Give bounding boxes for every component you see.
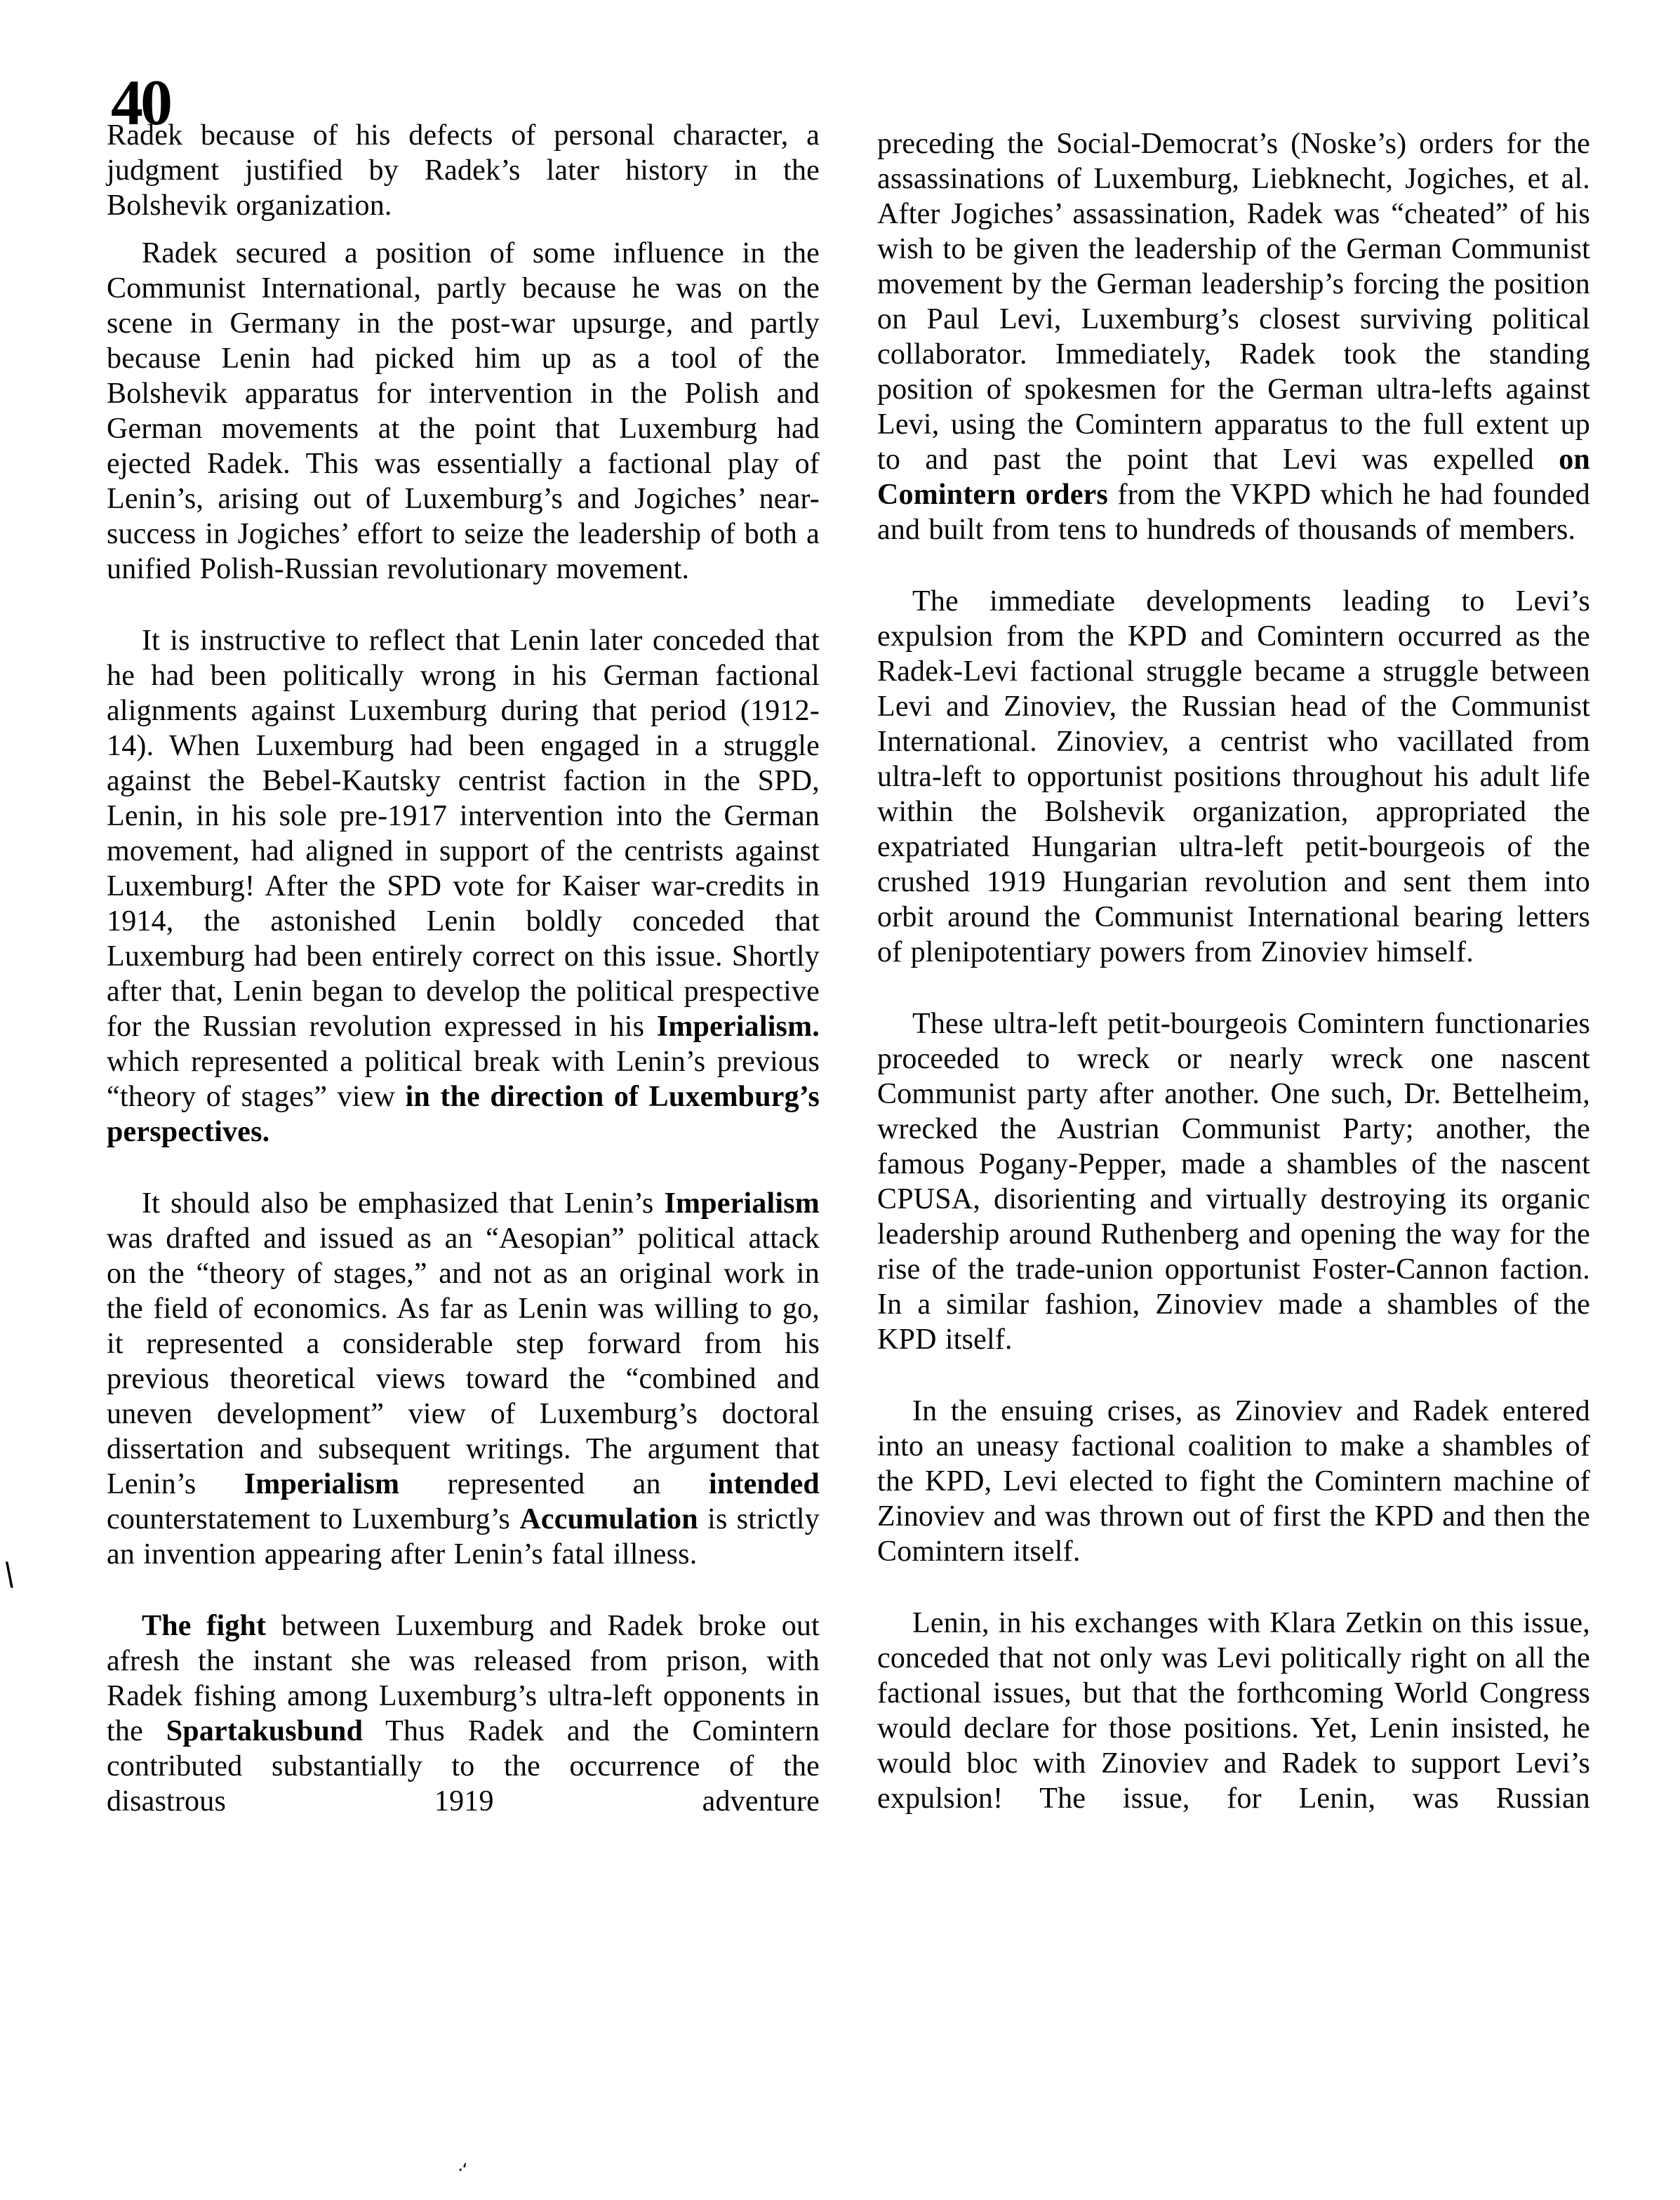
emphasis-text: in the direction of Luxemburg’s perspectives.	[107, 1081, 820, 1148]
emphasis-text: Imperialism.	[656, 1011, 820, 1043]
paragraph	[877, 1006, 1590, 1357]
body-text: It should also be emphasized that Lenin’s	[142, 1187, 665, 1220]
stray-scan-mark-backslash: \	[2, 1556, 17, 1593]
body-text: counterstatement to Luxemburg’s	[107, 1503, 520, 1535]
paragraph	[877, 1606, 1590, 1816]
body-text: from the VKPD which he had founded and built from tens to hundreds of thousands of members.	[877, 479, 1590, 546]
body-text: which represented a political break with Lenin’s previous “theory of stages” view	[107, 1046, 820, 1113]
right-text-column	[877, 126, 1590, 1816]
left-text-column	[107, 118, 820, 1819]
emphasis-text: Imperialism	[664, 1187, 820, 1220]
body-text: Radek secured a position of some influence in the Communist International, partly because he was on the scene in Germany in the post-war upsurge, and partly because Lenin had picked him up as a tool of the Bolshevik apparatus for intervention in the Polish and German movements at the point that Luxemburg had ejected Radek. This was essentially a factional play of Lenin’s, arising out of Luxemburg’s and Jogiches’ near-success in Jogiches’ effort to seize the leadership of both a unified Polish-Russian revolutionary movement.	[107, 237, 820, 585]
paragraph	[107, 623, 820, 1149]
body-text: between Luxemburg and Radek broke out afresh the instant she was released from prison, with Radek fishing among Luxemburg’s ultra-left opponents in the	[107, 1610, 820, 1747]
paragraph	[107, 236, 820, 587]
body-text: These ultra-left petit-bourgeois Comintern functionaries proceeded to wreck or nearly wreck one nascent Communist party after another. One such, Dr. Bettelheim, wrecked the Austrian Communist Party; another, the famous Pogany-Pepper, made a shambles of the nascent CPUSA, disorienting and virtually destroying its organic leadership around Ruthenberg and opening the way for the rise of the trade-union opportunist Foster-Cannon faction. In a similar fashion, Zinoviev made a shambles of the KPD itself.	[877, 1008, 1590, 1356]
paragraph	[107, 118, 820, 223]
body-text: represented an	[399, 1468, 709, 1500]
body-text: preceding the Social-Democrat’s (Noske’s) orders for the assassinations of Luxemburg, Liebknecht, Jogiches, et al. After Jogiches’ assassination, Radek was “cheated” of his wish to be given the leadership of the German Communist movement by the German leadership’s forcing the position on Paul Levi, Luxemburg’s closest surviving political collaborator. Immediately, Radek took the standing position of spokesmen for the German ultra-lefts against Levi, using the Comintern apparatus to the full extent up to and past the point that Levi was expelled	[877, 128, 1590, 476]
body-text: Lenin, in his exchanges with Klara Zetkin on this issue, conceded that not only was Levi politically right on all the factional issues, but that the forthcoming World Congress would declare for those positions. Yet, Lenin insisted, he would bloc with Zinoviev and Radek to support Levi’s expulsion! The issue, for Lenin, was Russian	[877, 1607, 1590, 1815]
stray-scan-mark-dots: ·ʻ	[458, 2160, 467, 2181]
body-text: It is instructive to reflect that Lenin later conceded that he had been politically wrong in his German factional alignments against Luxemburg during that period (1912-14). When Luxemburg had been engaged in a struggle against the Bebel-Kautsky centrist faction in the SPD, Lenin, in his sole pre-1917 intervention into the German movement, had aligned in support of the centrists against Luxemburg! After the SPD vote for Kaiser war-credits in 1914, the astonished Lenin boldly conceded that Luxemburg had been entirely correct on this issue. Shortly after that, Lenin began to develop the political prespective for the Russian revolution expressed in his	[107, 625, 820, 1043]
paragraph	[877, 126, 1590, 547]
page-number: 40	[111, 67, 170, 138]
body-text: The immediate developments leading to Levi’s expulsion from the KPD and Comintern occurred as the Radek-Levi factional struggle became a struggle between Levi and Zinoviev, the Russian head of the Communist International. Zinoviev, a centrist who vacillated from ultra-left to opportunist positions throughout his adult life within the Bolshevik organization, appropriated the expatriated Hungarian ultra-left petit-bourgeois of the crushed 1919 Hungarian revolution and sent them into orbit around the Communist International bearing letters of plenipotentiary powers from Zinoviev himself.	[877, 585, 1590, 968]
paragraph	[107, 1608, 820, 1819]
emphasis-text: Imperialism	[244, 1468, 400, 1500]
body-text: In the ensuing crises, as Zinoviev and Radek entered into an uneasy factional coalition to make a shambles of the KPD, Levi elected to fight the Comintern machine of Zinoviev and was thrown out of first the KPD and then the Comintern itself.	[877, 1395, 1590, 1568]
body-text: Thus Radek and the Comintern contributed substantially to the occurrence of the disastrous 1919 adventure	[107, 1715, 820, 1818]
paragraph	[877, 1394, 1590, 1569]
emphasis-text: on Comintern orders	[877, 444, 1590, 511]
body-text: was drafted and issued as an “Aesopian” political attack on the “theory of stages,” and not as an original work in the field of economics. As far as Lenin was willing to go, it represented a considerable step forward from his previous theoretical views toward the “combined and uneven development” view of Luxemburg’s doctoral dissertation and subsequent writings. The argument that Lenin’s	[107, 1222, 820, 1500]
paragraph	[107, 1186, 820, 1572]
emphasis-text: Accumulation	[519, 1503, 698, 1535]
paragraph	[877, 584, 1590, 970]
body-text: is strictly an invention appearing after Lenin’s fatal illness.	[107, 1503, 820, 1571]
body-text: Radek because of his defects of personal character, a judgment justified by Radek’s later history in the Bolshevik organization.	[107, 119, 820, 222]
emphasis-text: The fight	[142, 1610, 267, 1642]
emphasis-text: intended	[709, 1468, 820, 1500]
emphasis-text: Spartakusbund	[166, 1715, 364, 1747]
